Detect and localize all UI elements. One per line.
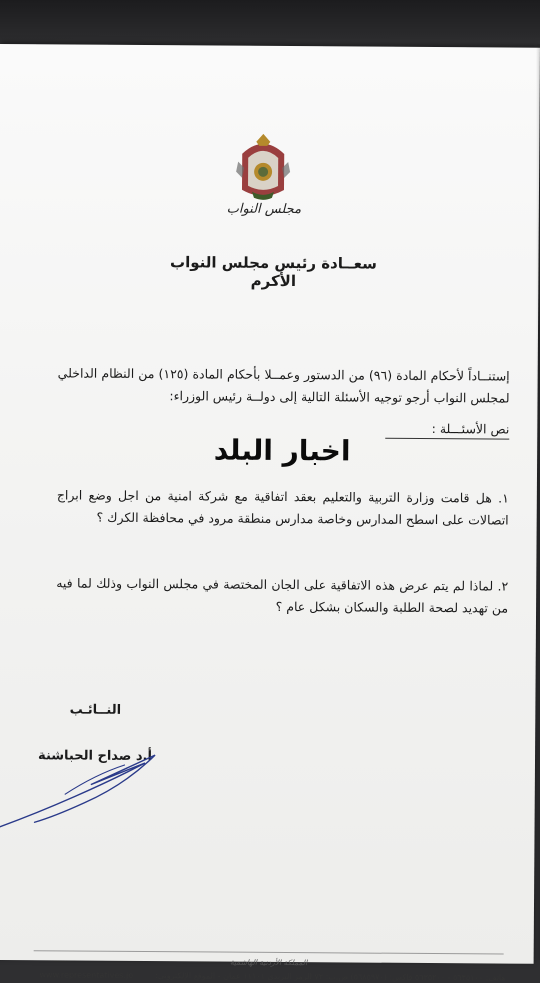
handwritten-signature [0,744,165,835]
watermark: اخبار البلد [213,433,351,468]
page-edge-shadow [536,44,540,960]
signatory-name: أ.د صداح الحباشنة [38,748,153,765]
footer-org: المملكة الأردنية الهاشمية [229,957,308,968]
intro-paragraph: إستنــاداً لأحكام المادة (٩٦) من الدستور وعمــلا بأحكام المادة (١٢٥) من النظام الداخلي لمجلس النواب أرجو توجيه الأسئلة التالية إلى دولــة رئيس الوزراء: [57,365,510,406]
council-name: مجلس النواب [226,201,302,218]
question-1: ١. هل قامت وزارة التربية والتعليم بعقد اتفاقية مع شركة امنية من اجل وضع ابراج اتصالات على اسطح المدارس وخاصة مدارس منطقة مرود في محافظة الكرك ؟ [56,487,509,528]
question-2: ٢. لماذا لم يتم عرض هذه الاتفاقية على الجان المختصة في مجلس النواب وذلك لما فيه من تهديد لصحة الطلبة والسكان بشكل عام ؟ [56,575,509,616]
footer-divider [34,950,504,954]
signatory-title: النــائـب [69,702,122,718]
addressee: سعــادة رئيس مجلس النواب الأكرم [169,253,377,291]
jordan-coat-of-arms-icon [234,132,293,204]
questions-label: نص الأسئـــلة : [385,421,509,440]
letter-page [0,44,540,983]
footer-contact: هاتف: ٥٦٣٥١٠٠ - ٥٦٣٥٢٠٠ فاكس: (٥٦٨٥٩٧٠) ص.ب: ٧٢ الرمز البريدي ١١١٠١ عمان - الموقع الإلكتروني: [155,971,506,983]
footer-website: www.representatives.jo [39,970,134,980]
